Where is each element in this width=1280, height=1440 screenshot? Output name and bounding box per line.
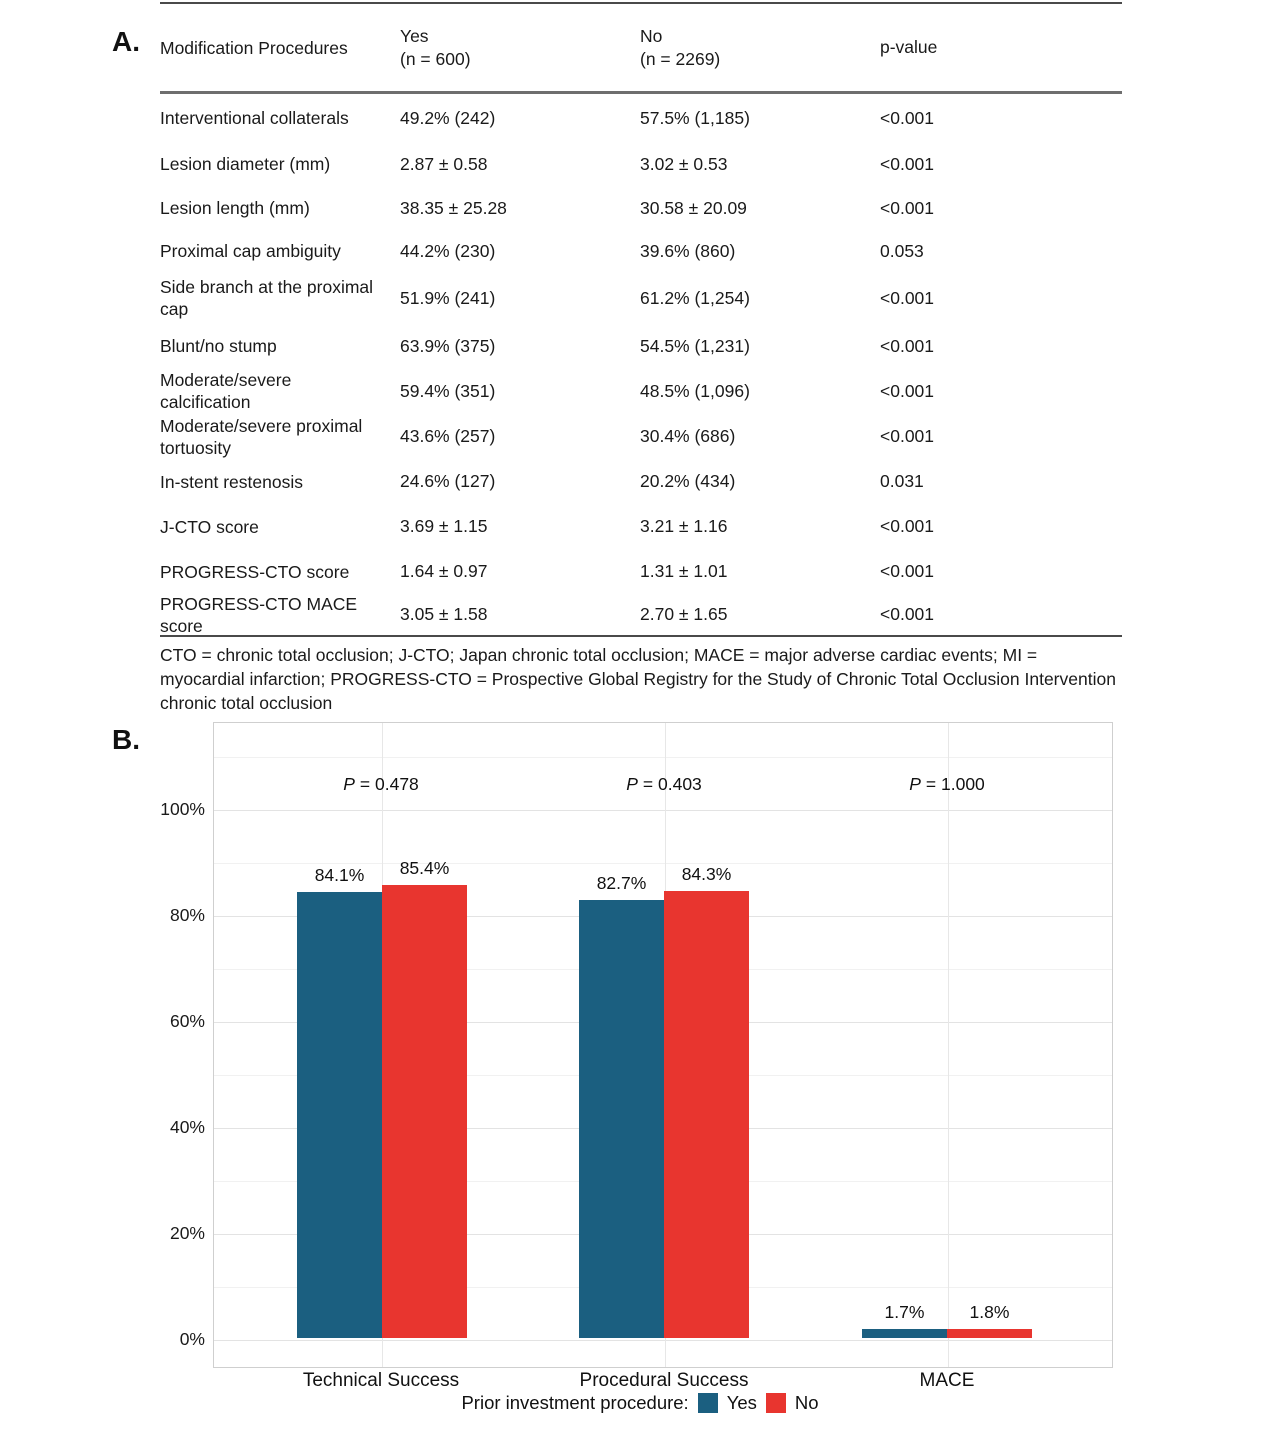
p-value-technical-success: P = 0.478: [343, 774, 419, 794]
table-footnote: CTO = chronic total occlusion; J-CTO; Japan chronic total occlusion; MACE = major adverse cardiac events; MI = myocardial infarction; PROGRESS-CTO = Prospective Global Registry for the Study of Chronic Total Occlusion Intervention chronic total occlusion: [160, 645, 1116, 713]
panel-a-label: A.: [112, 26, 140, 57]
bar-mace-yes: [862, 1302, 947, 1338]
gridline-0: [214, 1340, 1112, 1341]
bar-value-label: 84.3%: [681, 864, 732, 885]
table-row: PROGRESS-CTO MACE score 3.05 ± 1.58 2.70 ± 1.65 <0.001: [160, 593, 935, 636]
legend-label-no: No: [794, 1392, 819, 1413]
p-value-procedural-success: P = 0.403: [626, 774, 702, 794]
bar-chart-plot-area: [213, 722, 1113, 1368]
x-label-mace: MACE: [919, 1370, 975, 1391]
p-value-mace: P = 1.000: [909, 774, 985, 794]
table-row: Proximal cap ambiguity 44.2% (230) 39.6% (860) 0.053: [160, 240, 924, 261]
table-header-row: [160, 2, 1122, 94]
bar-technical-success-yes: [297, 865, 382, 1338]
gridline-minor: [214, 863, 1112, 864]
table-body: [160, 94, 1122, 637]
table-row: Blunt/no stump 63.9% (375) 54.5% (1,231) <0.001: [160, 335, 935, 356]
bar-value-label: 82.7%: [596, 872, 647, 893]
bar-technical-success-no: [382, 858, 467, 1338]
bar-value-label: 1.8%: [969, 1301, 1010, 1322]
table-row: Moderate/severe proximal tortuosity 43.6% (257) 30.4% (686) <0.001: [160, 415, 935, 458]
y-tick-80: 80%: [169, 905, 205, 925]
bar-value-label: 85.4%: [399, 858, 450, 879]
table-row: Lesion diameter (mm) 2.87 ± 0.58 3.02 ± 0.53 <0.001: [160, 153, 935, 174]
table-row: Lesion length (mm) 38.35 ± 25.28 30.58 ± 20.09 <0.001: [160, 197, 935, 218]
bar-mace-no: [947, 1301, 1032, 1339]
y-tick-100: 100%: [160, 799, 205, 819]
bar-procedural-success-yes: [579, 872, 664, 1338]
gridline-100: [214, 810, 1112, 811]
bar-procedural-success-no: [664, 864, 749, 1338]
panel-b-label: B.: [112, 724, 140, 755]
header-p-value: p-value: [880, 37, 938, 57]
header-no: No (n = 2269): [640, 25, 721, 69]
y-tick-40: 40%: [169, 1117, 205, 1137]
table-row: PROGRESS-CTO score 1.64 ± 0.97 1.31 ± 1.01 <0.001: [160, 561, 935, 582]
y-tick-0: 0%: [179, 1329, 205, 1349]
table-row: Moderate/severe calcification 59.4% (351) 48.5% (1,096) <0.001: [160, 370, 935, 412]
legend-swatch-yes: [698, 1393, 718, 1413]
bar-value-label: 1.7%: [884, 1302, 925, 1322]
chart-legend: [0, 1392, 1280, 1414]
y-tick-20: 20%: [169, 1223, 205, 1243]
characteristics-table: [160, 2, 1122, 637]
legend-label-yes: Yes: [726, 1392, 757, 1413]
header-yes: Yes (n = 600): [400, 25, 471, 69]
legend-title: Prior investment procedure:: [461, 1392, 689, 1413]
x-label-procedural-success: Procedural Success: [579, 1370, 749, 1391]
legend-swatch-no: [766, 1393, 786, 1413]
table-row: J-CTO score 3.69 ± 1.15 3.21 ± 1.16 <0.001: [160, 516, 935, 537]
gridline-vertical: [948, 723, 949, 1367]
y-tick-60: 60%: [169, 1011, 205, 1031]
gridline-minor: [214, 757, 1112, 758]
header-modification-procedures: Modification Procedures: [160, 37, 348, 58]
table-row: Side branch at the proximal cap 51.9% (241) 61.2% (1,254) <0.001: [160, 277, 935, 319]
bar-value-label: 84.1%: [314, 865, 365, 886]
table-row: In-stent restenosis 24.6% (127) 20.2% (434) 0.031: [160, 471, 924, 492]
table-row: Interventional collaterals 49.2% (242) 57.5% (1,185) <0.001: [160, 107, 935, 128]
x-label-technical-success: Technical Success: [302, 1370, 460, 1391]
